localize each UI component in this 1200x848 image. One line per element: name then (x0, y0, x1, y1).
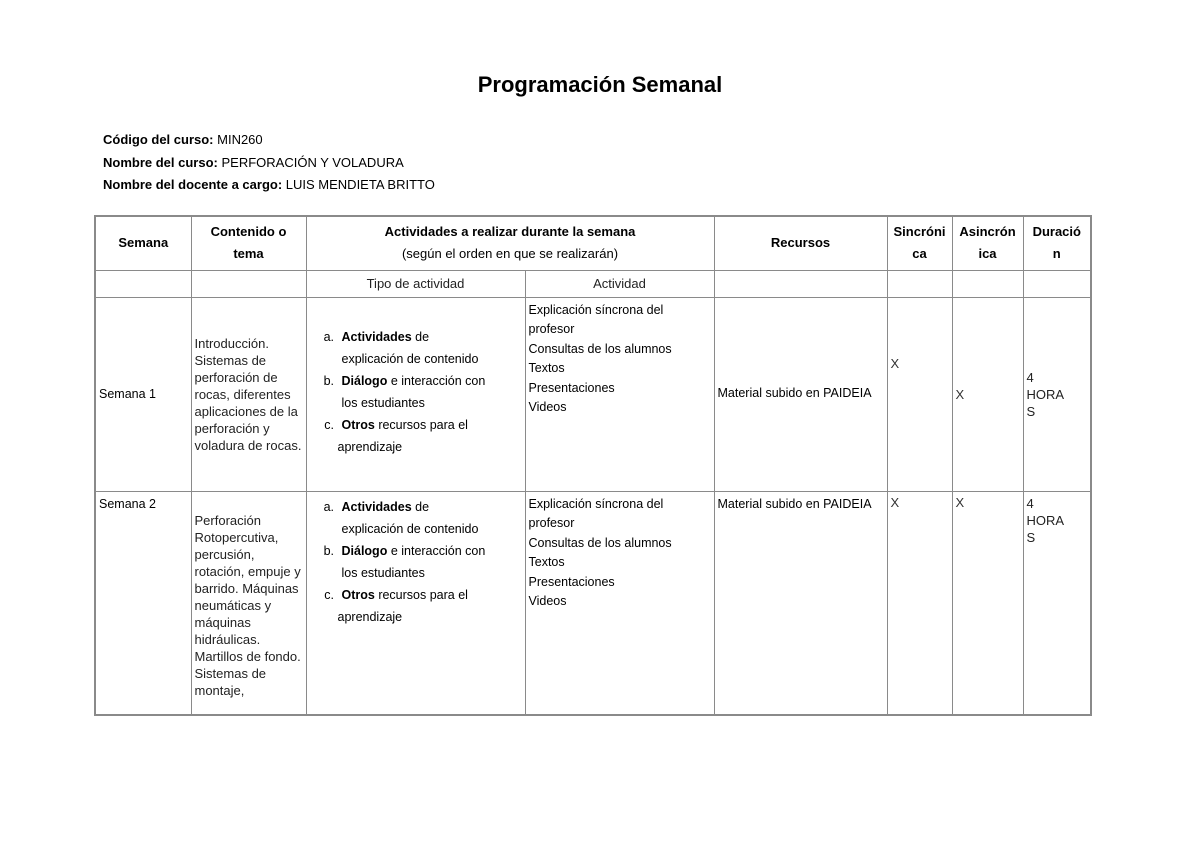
table-row (95, 297, 1091, 491)
activity-type-list (310, 326, 522, 436)
list-item: Consultas de los alumnos (528, 341, 672, 356)
list-item: Explicación síncrona del (528, 302, 664, 317)
duration-cell: 4 HORAS (1023, 297, 1091, 491)
activity-cell (525, 297, 714, 491)
list-item: Presentaciones (528, 380, 615, 395)
course-name-line (103, 152, 435, 175)
subheader-activity: Actividad (525, 270, 714, 297)
duration-cell: 4 HORAS (1023, 491, 1091, 715)
subheader-type: Tipo de actividad (306, 270, 525, 297)
list-item: a. Actividades de explicación de contenido (338, 496, 522, 540)
list-item: profesor (528, 322, 575, 336)
header-resources: Recursos (714, 216, 887, 270)
async-cell: X (952, 491, 1023, 715)
list-item: c. Otros recursos para el (338, 584, 522, 606)
sync-cell: X (887, 491, 952, 715)
subheader-row (95, 270, 1091, 297)
header-week: Semana (95, 216, 191, 270)
course-name-label: Nombre del curso: (103, 154, 218, 170)
week-cell: Semana 2 (95, 491, 191, 715)
content-cell: Introducción. Sistemas de perforación de rocas, diferentes aplicaciones de la perforación y voladura de rocas. (191, 297, 306, 491)
weekly-schedule-table (94, 215, 1092, 716)
course-code-value: MIN260 (217, 132, 263, 147)
header-row (95, 216, 1091, 270)
async-cell: X (952, 297, 1023, 491)
list-item: a. Actividades de explicación de contenido (338, 326, 522, 370)
list-item: Textos (528, 555, 565, 569)
teacher-line (103, 174, 435, 197)
list-item: Videos (528, 594, 567, 608)
content-cell: Perforación Rotopercutiva, percusión, rotación, empuje y barrido. Máquinas neumáticas y máquinas hidráulicas. Martillos de fondo. Sistemas de montaje, (191, 491, 306, 715)
list-item: Videos (528, 400, 567, 414)
list-item: Textos (528, 361, 565, 375)
activity-type-list (310, 496, 522, 606)
list-item: Presentaciones (528, 574, 615, 589)
teacher-value: LUIS MENDIETA BRITTO (285, 177, 435, 192)
header-async: Asincrón ica (952, 216, 1023, 270)
list-item: Consultas de los alumnos (528, 535, 672, 550)
week-cell: Semana 1 (95, 297, 191, 491)
header-activities: Actividades a realizar durante la semana (según el orden en que se realizarán) (306, 216, 714, 270)
course-name-value: PERFORACIÓN Y VOLADURA (221, 154, 404, 170)
sync-cell: X (887, 297, 952, 491)
activity-type-tail: aprendizaje (337, 609, 403, 624)
activity-type-tail: aprendizaje (337, 439, 403, 454)
list-item: b. Diálogo e interacción con los estudiantes (338, 540, 522, 584)
course-code-label: Código del curso: (103, 132, 214, 147)
header-sync: Sincróni ca (887, 216, 952, 270)
activity-cell (525, 491, 714, 715)
page-title: Programación Semanal (477, 72, 723, 97)
list-item: profesor (528, 516, 575, 530)
list-item: Explicación síncrona del (528, 496, 664, 511)
list-item: b. Diálogo e interacción con los estudiantes (338, 370, 522, 414)
table-row (95, 491, 1091, 715)
course-info (103, 129, 435, 197)
header-duration: Duració n (1023, 216, 1091, 270)
activity-type-cell (306, 297, 525, 491)
header-content: Contenido o tema (191, 216, 306, 270)
list-item: c. Otros recursos para el (338, 414, 522, 436)
activity-type-cell (306, 491, 525, 715)
teacher-label: Nombre del docente a cargo: (103, 177, 283, 192)
resources-cell: Material subido en PAIDEIA (714, 297, 887, 491)
course-code-line (103, 129, 435, 152)
resources-cell: Material subido en PAIDEIA (714, 491, 887, 715)
